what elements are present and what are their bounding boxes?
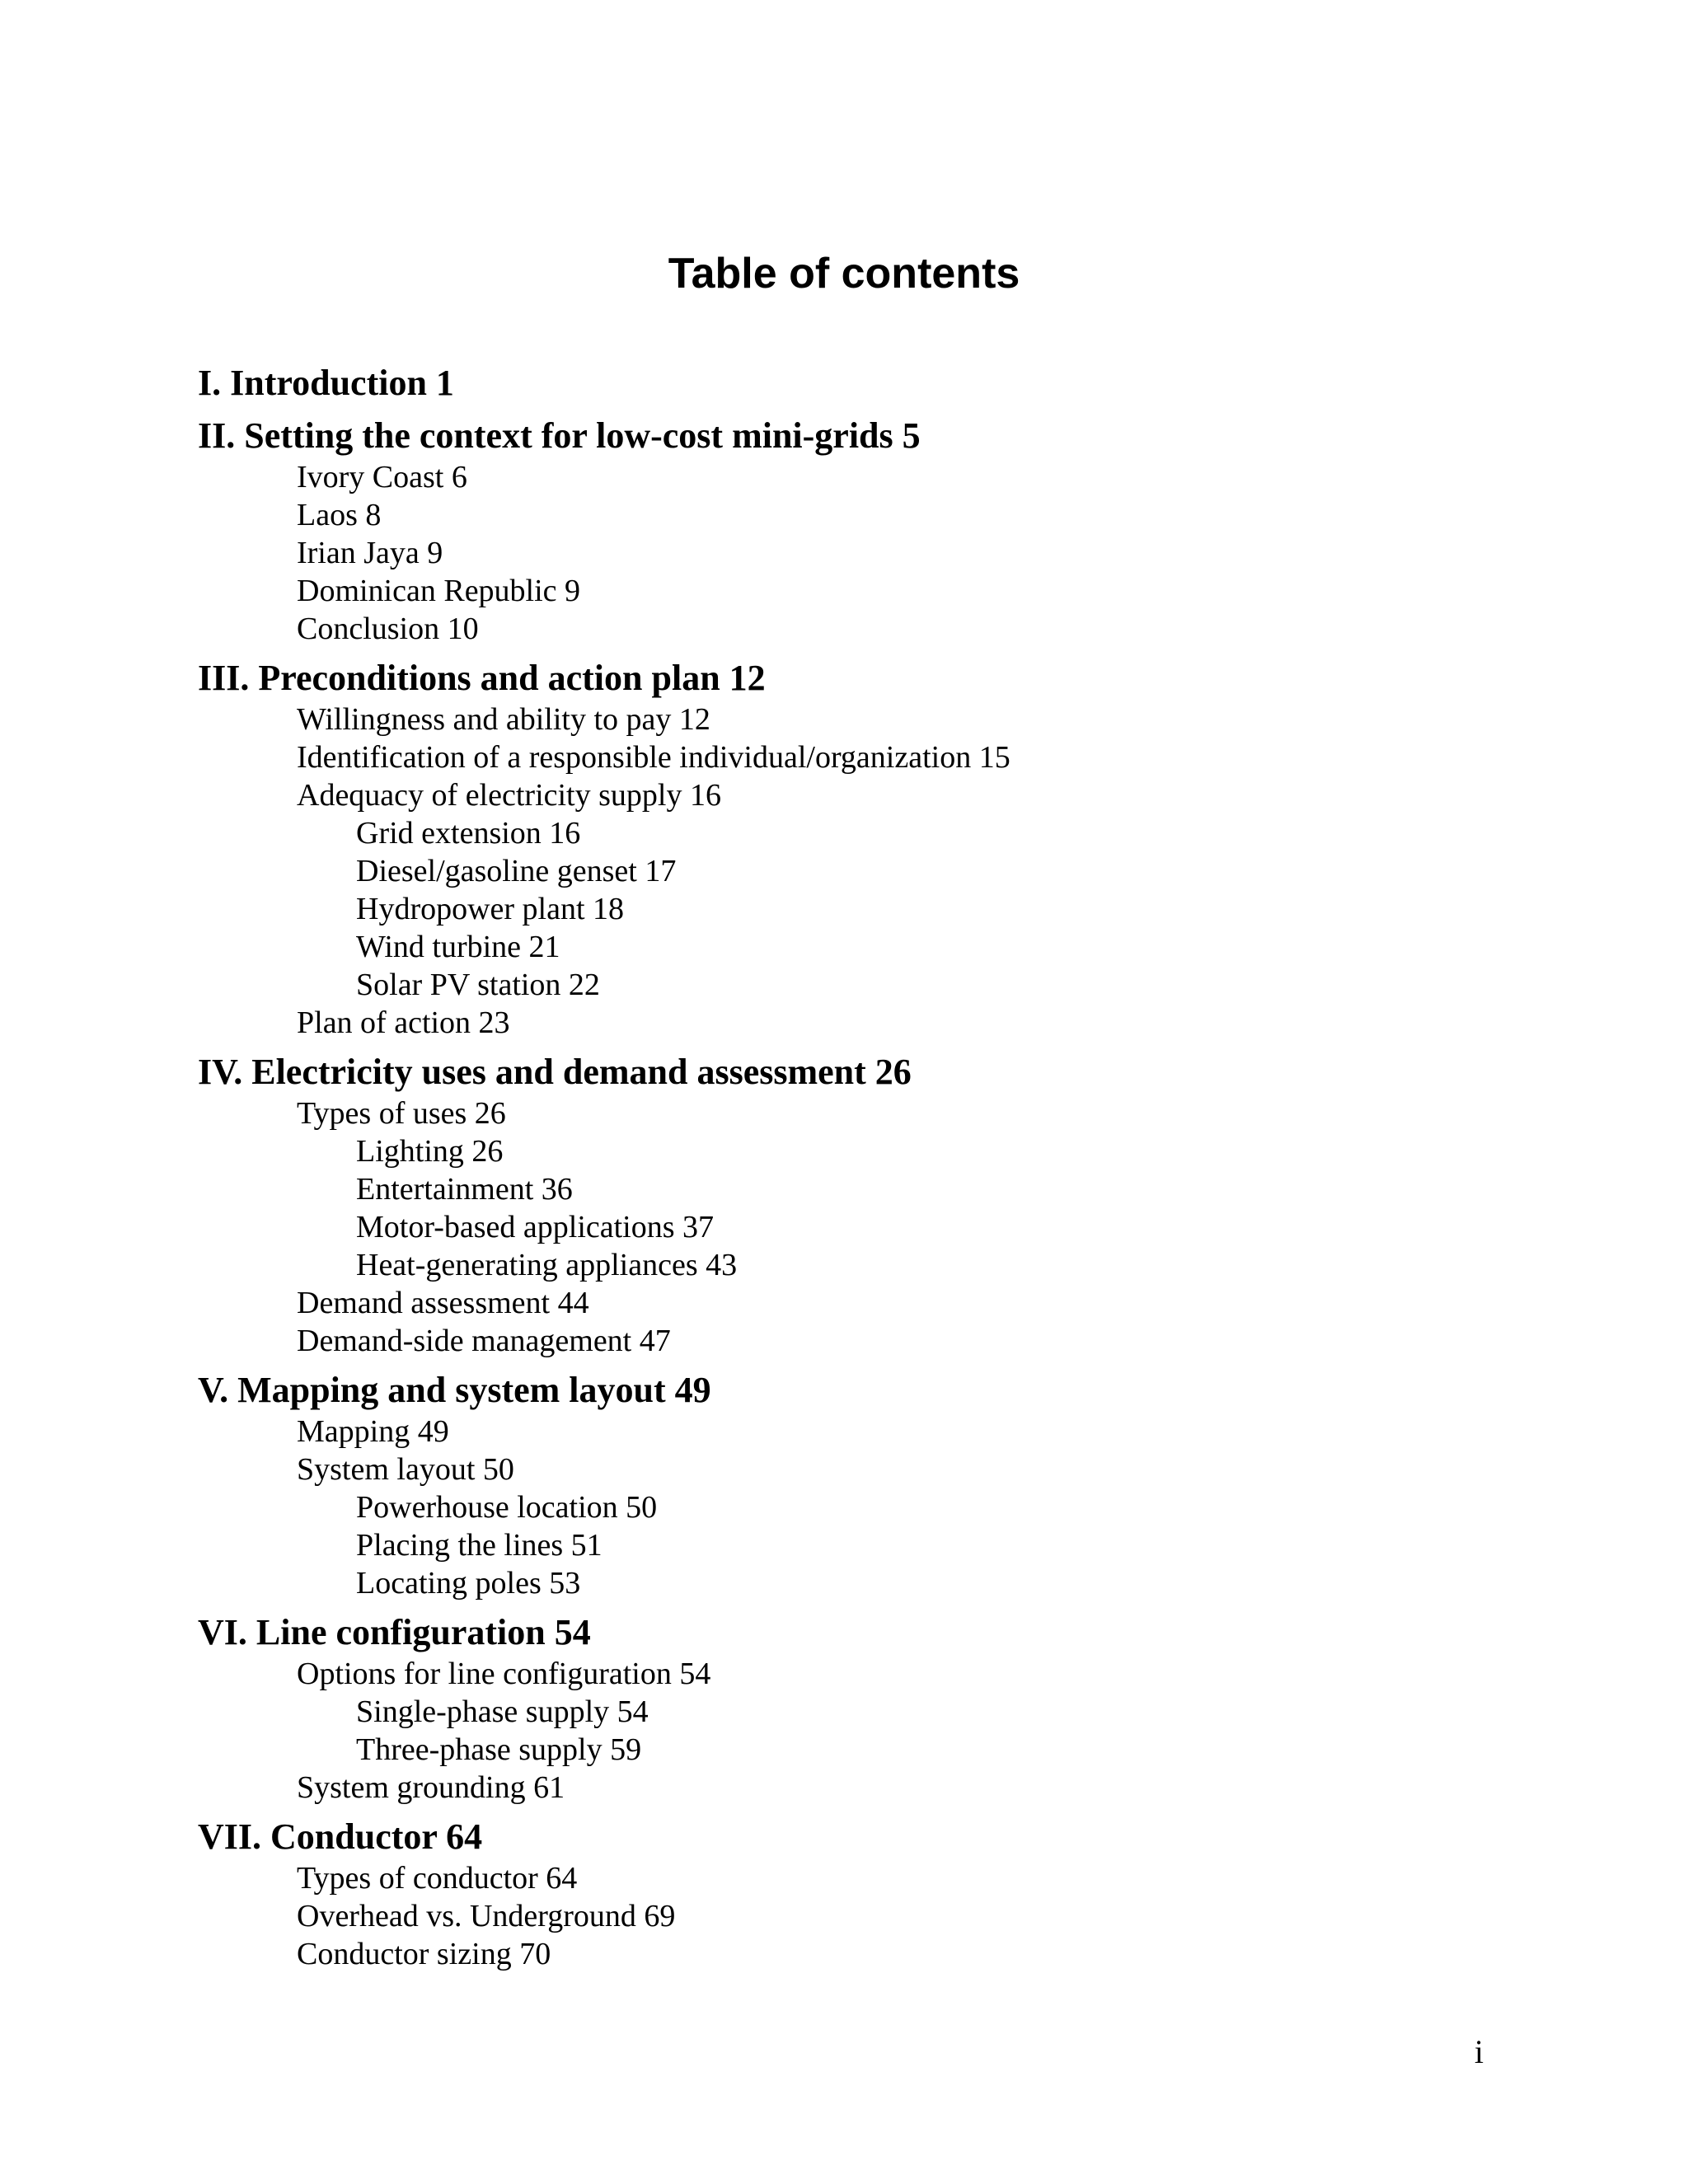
toc-section-entry: Demand assessment 44 — [297, 1286, 589, 1320]
toc-subsection-entry: Entertainment 36 — [356, 1172, 573, 1207]
toc-subsection-entry: Motor-based applications 37 — [356, 1210, 715, 1244]
page-number: i — [1474, 2033, 1484, 2070]
toc-section-entry: Options for line configuration 54 — [297, 1657, 711, 1691]
toc-subsection-entry: Diesel/gasoline genset 17 — [356, 854, 677, 888]
toc-section-entry: Dominican Republic 9 — [297, 574, 581, 608]
table-of-contents — [198, 361, 1599, 1973]
toc-section-entry: System layout 50 — [297, 1452, 514, 1487]
toc-section-entry: Conclusion 10 — [297, 612, 479, 646]
toc-chapter-entry: II. Setting the context for low-cost mini-grids 5 — [198, 415, 921, 456]
toc-subsection-entry: Grid extension 16 — [356, 816, 581, 851]
toc-chapter-entry: VI. Line configuration 54 — [198, 1612, 591, 1652]
toc-chapter-entry: I. Introduction 1 — [198, 363, 454, 403]
toc-chapter-entry: III. Preconditions and action plan 12 — [198, 658, 766, 698]
toc-subsection-entry: Heat-generating appliances 43 — [356, 1248, 738, 1282]
toc-subsection-entry: Hydropower plant 18 — [356, 892, 625, 926]
toc-section-entry: Plan of action 23 — [297, 1005, 510, 1040]
page-title: Table of contents — [668, 250, 1020, 298]
toc-subsection-entry: Wind turbine 21 — [356, 930, 560, 964]
toc-section-entry: Demand-side management 47 — [297, 1324, 671, 1358]
toc-section-entry: Types of uses 26 — [297, 1096, 506, 1131]
toc-section-entry: Willingness and ability to pay 12 — [297, 702, 710, 737]
toc-section-entry: Adequacy of electricity supply 16 — [297, 778, 721, 813]
toc-section-entry: Types of conductor 64 — [297, 1861, 578, 1896]
toc-subsection-entry: Solar PV station 22 — [356, 968, 600, 1002]
toc-chapter-entry: V. Mapping and system layout 49 — [198, 1370, 711, 1410]
toc-section-entry: Mapping 49 — [297, 1414, 449, 1449]
toc-subsection-entry: Locating poles 53 — [356, 1566, 581, 1601]
toc-section-entry: System grounding 61 — [297, 1770, 565, 1805]
toc-section-entry: Conductor sizing 70 — [297, 1937, 551, 1971]
toc-section-entry: Identification of a responsible individual/organization 15 — [297, 740, 1010, 775]
toc-chapter-entry: VII. Conductor 64 — [198, 1816, 483, 1857]
toc-subsection-entry: Three-phase supply 59 — [356, 1732, 642, 1767]
toc-subsection-entry: Single-phase supply 54 — [356, 1694, 649, 1729]
toc-subsection-entry: Lighting 26 — [356, 1134, 504, 1169]
toc-section-entry: Ivory Coast 6 — [297, 460, 467, 494]
toc-section-entry: Overhead vs. Underground 69 — [297, 1899, 676, 1933]
toc-section-entry: Laos 8 — [297, 498, 382, 532]
toc-section-entry: Irian Jaya 9 — [297, 536, 443, 570]
toc-subsection-entry: Powerhouse location 50 — [356, 1490, 658, 1525]
toc-chapter-entry: IV. Electricity uses and demand assessment 26 — [198, 1052, 912, 1092]
toc-subsection-entry: Placing the lines 51 — [356, 1528, 603, 1563]
